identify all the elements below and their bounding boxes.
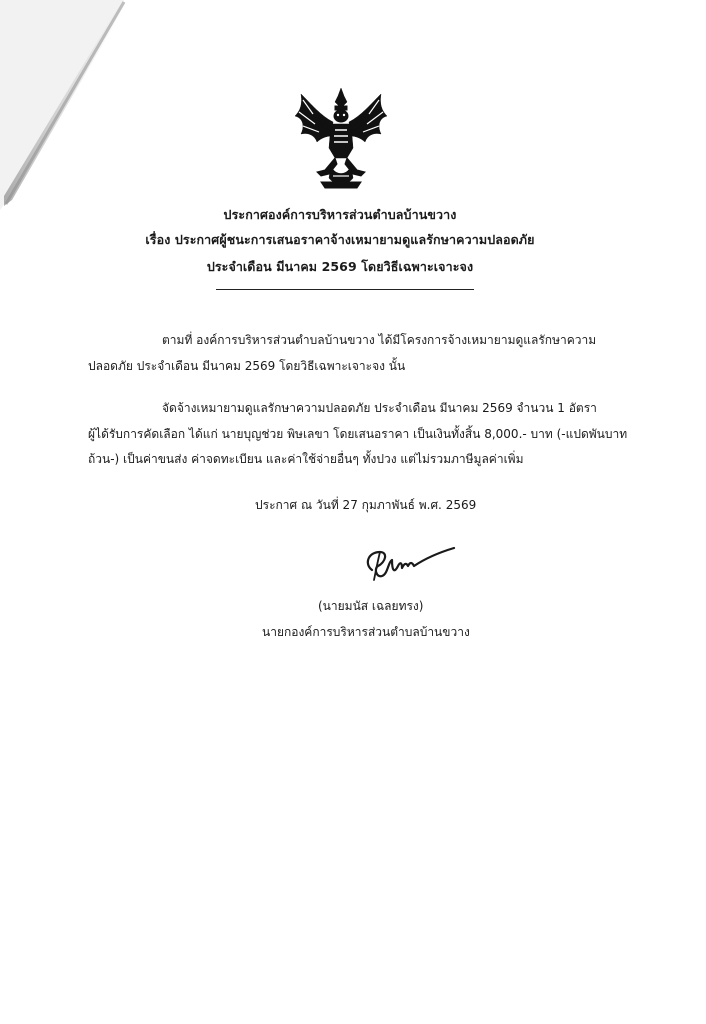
signer-title: นายกองค์การบริหารส่วนตำบลบ้านขวาง <box>262 625 470 639</box>
paragraph-1-line-2: ปลอดภัย ประจำเดือน มีนาคม 2569 โดยวิธีเฉพาะเจาะจง นั้น <box>88 359 406 373</box>
garuda-emblem-icon <box>291 86 391 190</box>
announcement-period: ประจำเดือน มีนาคม 2569 โดยวิธีเฉพาะเจาะจง <box>206 259 474 274</box>
paragraph-2-line-2: ผู้ได้รับการคัดเลือก ได้แก่ นายบุญช่วย พิษเลขา โดยเสนอราคา เป็นเงินทั้งสิ้น 8,000.- บาท (-แปดพันบาท <box>88 427 628 441</box>
signer-name: (นายมนัส เฉลยทรง) <box>318 599 424 613</box>
paragraph-2-line-1: จัดจ้างเหมายามดูแลรักษาความปลอดภัย ประจำเดือน มีนาคม 2569 จำนวน 1 อัตรา <box>162 401 597 415</box>
title-divider <box>216 289 474 290</box>
announcement-date: ประกาศ ณ วันที่ 27 กุมภาพันธ์ พ.ศ. 2569 <box>255 498 477 512</box>
paragraph-1-line-1: ตามที่ องค์การบริหารส่วนตำบลบ้านขวาง ได้มีโครงการจ้างเหมายามดูแลรักษาความ <box>162 333 597 347</box>
announcement-title: ประกาศองค์การบริหารส่วนตำบลบ้านขวาง <box>223 207 457 222</box>
paragraph-2-line-3: ถ้วน-) เป็นค่าขนส่ง ค่าจดทะเบียน และค่าใช้จ่ายอื่นๆ ทั้งปวง แต่ไม่รวมภาษีมูลค่าเพิ่ม <box>88 452 524 466</box>
handwritten-signature-icon <box>358 540 458 584</box>
announcement-subject: เรื่อง ประกาศผู้ชนะการเสนอราคาจ้างเหมายามดูแลรักษาความปลอดภัย <box>145 232 535 247</box>
